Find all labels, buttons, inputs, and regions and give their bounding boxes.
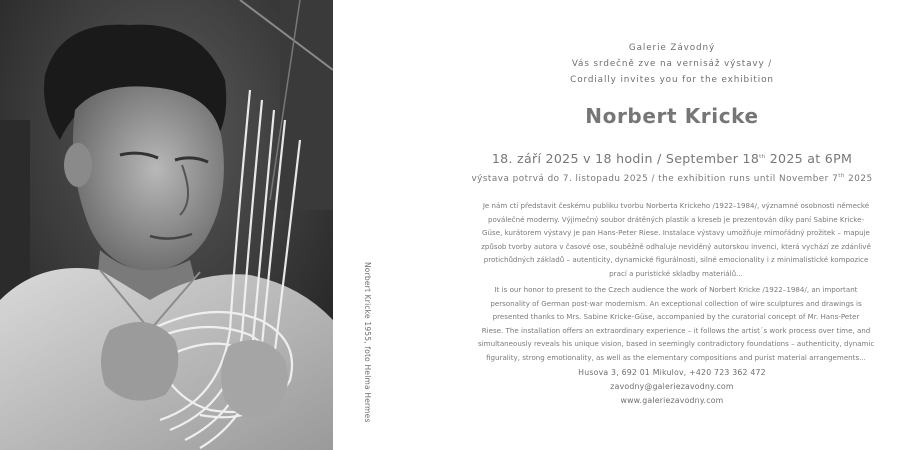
paragraph-cz [478,199,874,281]
exhibition-runs-main: výstava potrvá do 7. listopadu 2025 / the exhibition runs until November 7 [471,174,839,184]
paragraph-en-line: Riese. The installation offers an extraordinary experience – it follows the artist´s work process over time, and [481,325,871,335]
opening-date [444,151,900,166]
gallery-email-link[interactable]: zavodny@galeriezavodny.com [610,382,734,391]
invitation-content [444,0,900,450]
exhibition-runs [444,174,900,184]
exhibition-runs-tail: 2025 [844,174,873,184]
paragraph-en-line: simultaneously reveals his unique vision, based in seemingly contradictory foundations – authenticity, dynamic [478,339,875,349]
paragraph-cz-line: Je nám ctí představit českému publiku tvorbu Norberta Krickeho /1922–1984/, významné osobnosti německé [482,201,870,210]
gallery-address: Husova 3, 692 01 Mikulov, +420 723 362 472 [578,368,766,377]
paragraph-en-line: presented thanks to Mrs. Sabine Kricke-Güse, accompanied by the curatorial concept of Mr. Hans-Peter [492,312,860,322]
paragraph-cz-line: poválečné moderny. Výjimečný soubor drátěných plastik a kreseb je prezentován díky paní Sabine Kricke- [487,214,865,224]
exhibition-runs-sup: th [838,173,845,180]
artist-portrait-photo [0,0,333,450]
paragraph-cz-line: způsob tvorby autora v časové ose, souběžně odhaluje neviděný autorskou invenci, která vychází ze zdánlivě [481,241,871,251]
gallery-website-link[interactable]: www.galeriezavodny.com [620,396,724,405]
paragraph-cz-line: Güse, kurátorem výstavy je pan Hans-Peter Riese. Instalace výstavy umožňuje mimořádný prožitek – mapuje [482,228,870,238]
portrait-photo-icon [0,0,333,450]
photo-caption: Norbert Kricke 1955, foto Helma Hermes [363,262,372,423]
paragraph-en-line: figurality, strong emotionality, as well as the elementary compositions and purist material arrangements... [486,352,866,362]
paragraph-en [478,283,874,365]
opening-date-main: 18. září 2025 v 18 hodin / September 18 [491,151,760,166]
gallery-name: Galerie Závodný [628,43,716,53]
paragraph-cz-line: protichůdných základů – autenticity, dynamické figurálnosti, silné emocionality i z minimalistické kompozice [483,255,869,265]
paragraph-en-line: personality of German post-war modernism. An exceptional collection of wire sculptures and drawings is [490,298,862,308]
invitation-line-cz: Vás srdečně zve na vernisáž výstavy / [571,59,773,69]
opening-date-sup: th [759,153,766,160]
paragraph-en-line: It is our honor to present to the Czech audience the work of Norbert Kricke /1922–1984/, an important [494,285,858,294]
artist-name: Norbert Kricke [585,104,759,128]
opening-date-tail: 2025 at 6PM [765,151,853,166]
invitation-line-en: Cordially invites you for the exhibition [570,75,774,85]
paragraph-cz-line: prací a puristické skladby materiálů... [609,268,743,278]
